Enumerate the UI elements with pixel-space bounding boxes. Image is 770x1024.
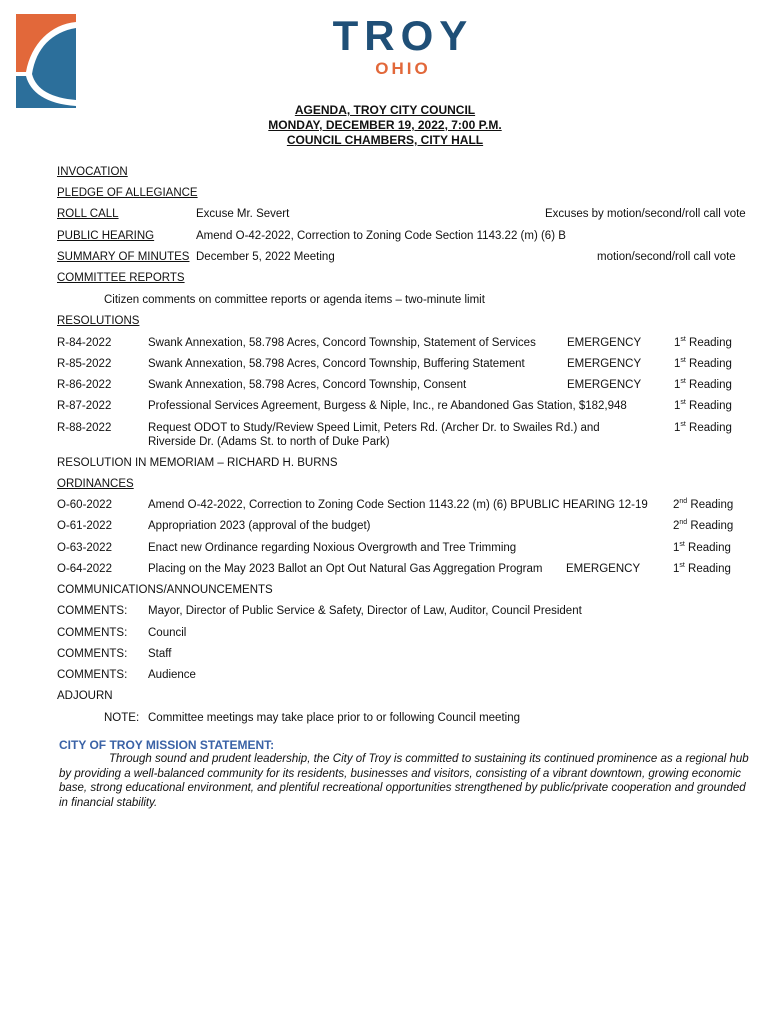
- ordinance-reading: 2nd Reading: [673, 519, 734, 532]
- committee-reports-note: Citizen comments on committee reports or agenda items – two-minute limit: [104, 294, 485, 306]
- summary-action: motion/second/roll call vote: [597, 251, 736, 263]
- resolution-reading: 1st Reading: [674, 336, 732, 349]
- logo-state: OHIO: [375, 59, 431, 78]
- comments-label: COMMENTS:: [57, 648, 128, 660]
- comments-label: COMMENTS:: [57, 669, 128, 681]
- roll-call-action: Excuses by motion/second/roll call vote: [545, 208, 746, 220]
- resolution-id: R-88-2022: [57, 422, 112, 434]
- resolution-desc: Swank Annexation, 58.798 Acres, Concord Township, Buffering Statement: [148, 358, 525, 370]
- logo-name: TROY: [332, 12, 474, 59]
- resolution-id: R-87-2022: [57, 400, 112, 412]
- resolution-reading: 1st Reading: [674, 421, 732, 434]
- resolutions-heading: RESOLUTIONS: [57, 315, 140, 327]
- resolution-flag: EMERGENCY: [567, 358, 642, 370]
- mission-title: CITY OF TROY MISSION STATEMENT:: [59, 738, 275, 752]
- roll-call-text: Excuse Mr. Severt: [196, 208, 290, 220]
- ordinance-reading: 1st Reading: [673, 541, 731, 554]
- resolution-id: R-84-2022: [57, 337, 112, 349]
- comments-text: Council: [148, 627, 187, 639]
- comments-text: Staff: [148, 648, 172, 660]
- resolution-desc: Request ODOT to Study/Review Speed Limit, Peters Rd. (Archer Dr. to Swailes Rd.) and: [148, 422, 600, 434]
- city-logo-mark-icon: [16, 14, 76, 108]
- resolution-flag: EMERGENCY: [567, 379, 642, 391]
- ordinance-reading: 1st Reading: [673, 562, 731, 575]
- resolution-flag: EMERGENCY: [567, 337, 642, 349]
- resolution-id: R-85-2022: [57, 358, 112, 370]
- public-hearing-heading: PUBLIC HEARING: [57, 230, 155, 242]
- resolution-desc: Swank Annexation, 58.798 Acres, Concord Township, Consent: [148, 379, 467, 391]
- ordinance-flag: EMERGENCY: [566, 563, 641, 575]
- resolution-desc: Swank Annexation, 58.798 Acres, Concord Township, Statement of Services: [148, 337, 536, 349]
- resolution-desc: Professional Services Agreement, Burgess & Niple, Inc., re Abandoned Gas Station, $182,948: [148, 400, 627, 412]
- ordinance-desc: Placing on the May 2023 Ballot an Opt Out Natural Gas Aggregation Program: [148, 563, 543, 575]
- resolution-reading: 1st Reading: [674, 378, 732, 391]
- summary-heading: SUMMARY OF MINUTES: [57, 251, 190, 263]
- agenda-title: AGENDA, TROY CITY COUNCIL: [294, 103, 476, 117]
- note-label: NOTE:: [104, 712, 140, 724]
- ordinance-desc: Amend O-42-2022, Correction to Zoning Code Section 1143.22 (m) (6) B: [148, 499, 518, 511]
- communications-heading: COMMUNICATIONS/ANNOUNCEMENTS: [57, 584, 273, 596]
- comments-text: Audience: [148, 669, 196, 681]
- ordinance-desc: Enact new Ordinance regarding Noxious Overgrowth and Tree Trimming: [148, 542, 517, 554]
- comments-label: COMMENTS:: [57, 605, 128, 617]
- ordinance-flag: PUBLIC HEARING 12-19: [518, 499, 648, 511]
- ordinance-id: O-64-2022: [57, 563, 112, 575]
- ordinance-desc: Appropriation 2023 (approval of the budget): [148, 520, 371, 532]
- ordinance-id: O-60-2022: [57, 499, 112, 511]
- resolution-id: R-86-2022: [57, 379, 112, 391]
- resolution-reading: 1st Reading: [674, 399, 732, 412]
- public-hearing-text: Amend O-42-2022, Correction to Zoning Code Section 1143.22 (m) (6) B: [196, 230, 566, 242]
- roll-call-heading: ROLL CALL: [57, 208, 119, 220]
- resolution-desc-continued: Riverside Dr. (Adams St. to north of Duke Park): [148, 436, 390, 448]
- ordinances-heading: ORDINANCES: [57, 478, 134, 490]
- ordinance-id: O-63-2022: [57, 542, 112, 554]
- pledge-heading: PLEDGE OF ALLEGIANCE: [57, 187, 198, 199]
- committee-reports-heading: COMMITTEE REPORTS: [57, 272, 185, 284]
- ordinance-id: O-61-2022: [57, 520, 112, 532]
- invocation-heading: INVOCATION: [57, 166, 128, 178]
- ordinance-reading: 2nd Reading: [673, 498, 734, 511]
- meeting-location: COUNCIL CHAMBERS, CITY HALL: [286, 133, 484, 147]
- resolution-reading: 1st Reading: [674, 357, 732, 370]
- note-text: Committee meetings may take place prior to or following Council meeting: [148, 712, 520, 724]
- city-logo: [328, 14, 478, 79]
- adjourn-heading: ADJOURN: [57, 690, 113, 702]
- mission-text: Through sound and prudent leadership, the City of Troy is committed to sustaining its continued prominence as a regional hub by providing a well-balanced community for its residents, businesses and visitors, consisting of a vibrant downtown, growing economic base, strong educational environment, and plentiful recreational opportunities strengthened by public/private cooperation and grounded in financial stability.: [59, 753, 749, 809]
- comments-text: Mayor, Director of Public Service & Safety, Director of Law, Auditor, Council President: [148, 605, 582, 617]
- memoriam-heading: RESOLUTION IN MEMORIAM – RICHARD H. BURNS: [57, 457, 338, 469]
- comments-label: COMMENTS:: [57, 627, 128, 639]
- meeting-date: MONDAY, DECEMBER 19, 2022, 7:00 P.M.: [268, 118, 502, 132]
- summary-text: December 5, 2022 Meeting: [196, 251, 335, 263]
